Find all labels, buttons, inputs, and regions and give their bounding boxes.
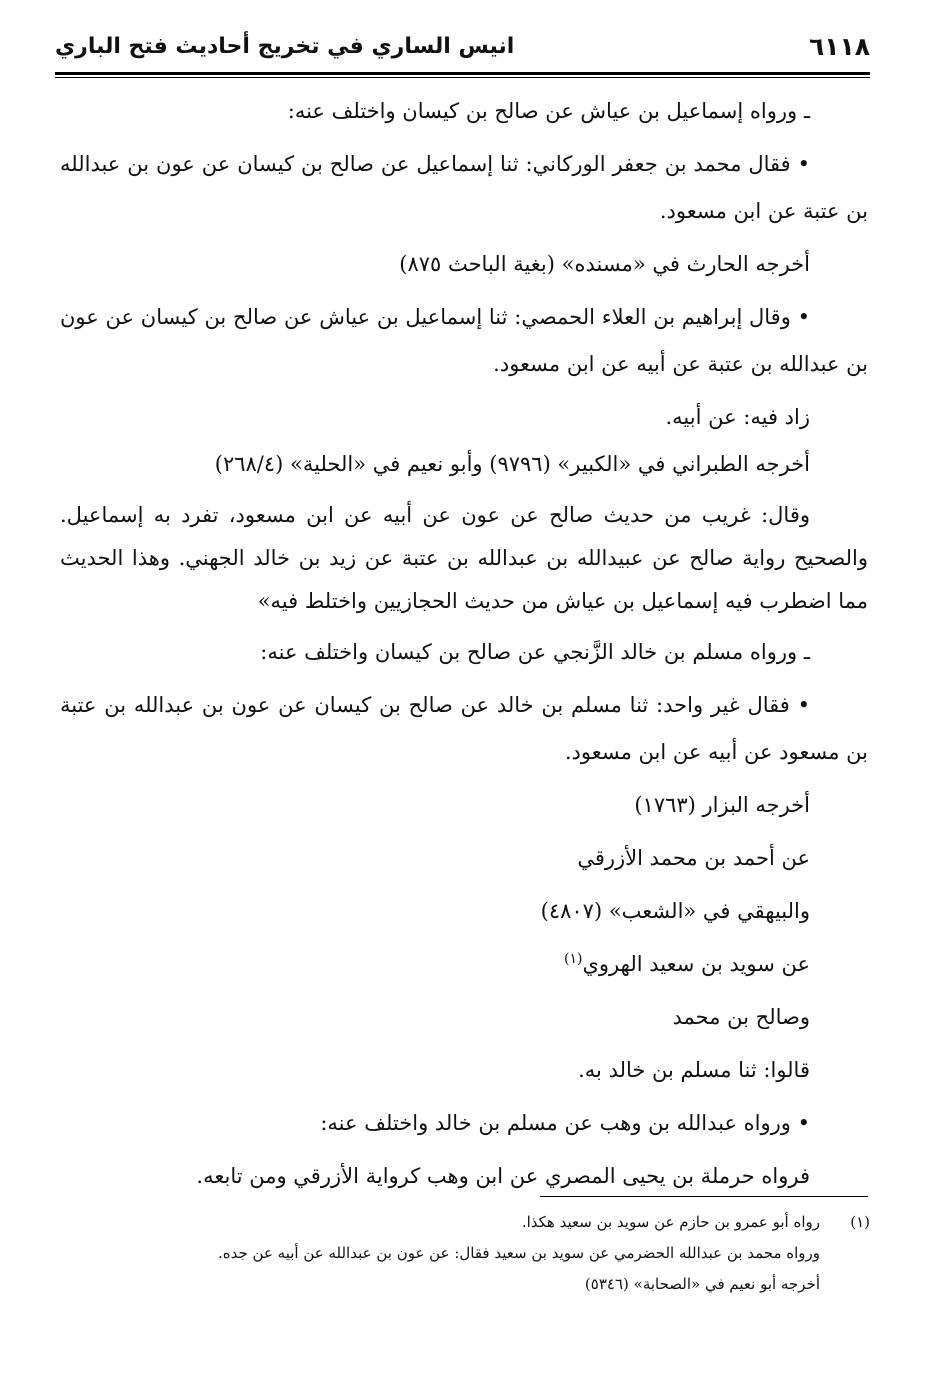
footnote-separator bbox=[540, 1196, 868, 1197]
footnote-line: أخرجه أبو نعيم في «الصحابة» (٥٣٤٦) bbox=[584, 1275, 820, 1293]
paragraph: أخرجه الطبراني في «الكبير» (٩٧٩٦) وأبو نعيم في «الحلية» (٢٦٨/٤) bbox=[214, 452, 810, 476]
page-number: ٦١١٨ bbox=[808, 32, 870, 61]
paragraph-with-footnote bbox=[60, 941, 868, 988]
header-rule-thin bbox=[55, 77, 870, 78]
paragraph: ـ ورواه إسماعيل بن عياش عن صالح بن كيسان واختلف عنه: bbox=[287, 99, 810, 123]
footnotes bbox=[100, 1207, 870, 1300]
footnote-line: ورواه محمد بن عبدالله الحضرمي عن سويد بن سعيد فقال: عن عون بن عبدالله عن أبيه عن جده. bbox=[217, 1244, 820, 1262]
footnote-marker[interactable]: (١) bbox=[564, 951, 583, 967]
main-text bbox=[60, 88, 868, 1200]
paragraph: والبيهقي في «الشعب» (٤٨٠٧) bbox=[540, 899, 810, 923]
paragraph: • فقال غير واحد: ثنا مسلم بن خالد عن صالح بن كيسان عن عون بن عبدالله بن عتبة بن مسعود عن أبيه عن ابن مسعود. bbox=[60, 693, 868, 764]
paragraph: أخرجه البزار (١٧٦٣) bbox=[634, 793, 810, 817]
paragraph: أخرجه الحارث في «مسنده» (بغية الباحث ٨٧٥) bbox=[399, 252, 810, 276]
paragraph: وقال: غريب من حديث صالح عن عون عن أبيه عن ابن مسعود، تفرد به إسماعيل. والصحيح رواية صالح عن عبيدالله بن عبدالله بن عتبة عن زيد بن خالد الجهني. وهذا الحديث مما اضطرب فيه إسماعيل بن عياش من حديث الحجازيين واختلط فيه» bbox=[60, 503, 868, 613]
paragraph-text: عن سويد بن سعيد الهروي bbox=[582, 952, 810, 976]
paragraph: زاد فيه: عن أبيه. bbox=[665, 405, 810, 429]
paragraph: وصالح بن محمد bbox=[672, 1005, 810, 1029]
footnote-number: (١) bbox=[850, 1213, 870, 1231]
header-rule bbox=[55, 72, 870, 75]
footnote-text: رواه أبو عمرو بن حازم عن سويد بن سعيد هكذا. bbox=[521, 1213, 820, 1231]
footnote-line bbox=[100, 1207, 870, 1238]
paragraph: • وقال إبراهيم بن العلاء الحمصي: ثنا إسماعيل بن عياش عن صالح بن كيسان عن عون بن عبدالله بن عتبة عن أبيه عن ابن مسعود. bbox=[60, 305, 868, 376]
paragraph: فرواه حرملة بن يحيى المصري عن ابن وهب كرواية الأزرقي ومن تابعه. bbox=[196, 1164, 810, 1188]
paragraph: قالوا: ثنا مسلم بن خالد به. bbox=[578, 1058, 810, 1082]
paragraph: • ورواه عبدالله بن وهب عن مسلم بن خالد واختلف عنه: bbox=[320, 1111, 810, 1135]
book-title: انيس الساري في تخريج أحاديث فتح الباري bbox=[55, 34, 515, 59]
running-header bbox=[55, 30, 870, 70]
paragraph: • فقال محمد بن جعفر الوركاني: ثنا إسماعيل عن صالح بن كيسان عن عون بن عبدالله بن عتبة عن ابن مسعود. bbox=[60, 152, 868, 223]
paragraph: ـ ورواه مسلم بن خالد الزَّنجي عن صالح بن كيسان واختلف عنه: bbox=[260, 640, 810, 664]
paragraph: عن أحمد بن محمد الأزرقي bbox=[577, 846, 810, 870]
